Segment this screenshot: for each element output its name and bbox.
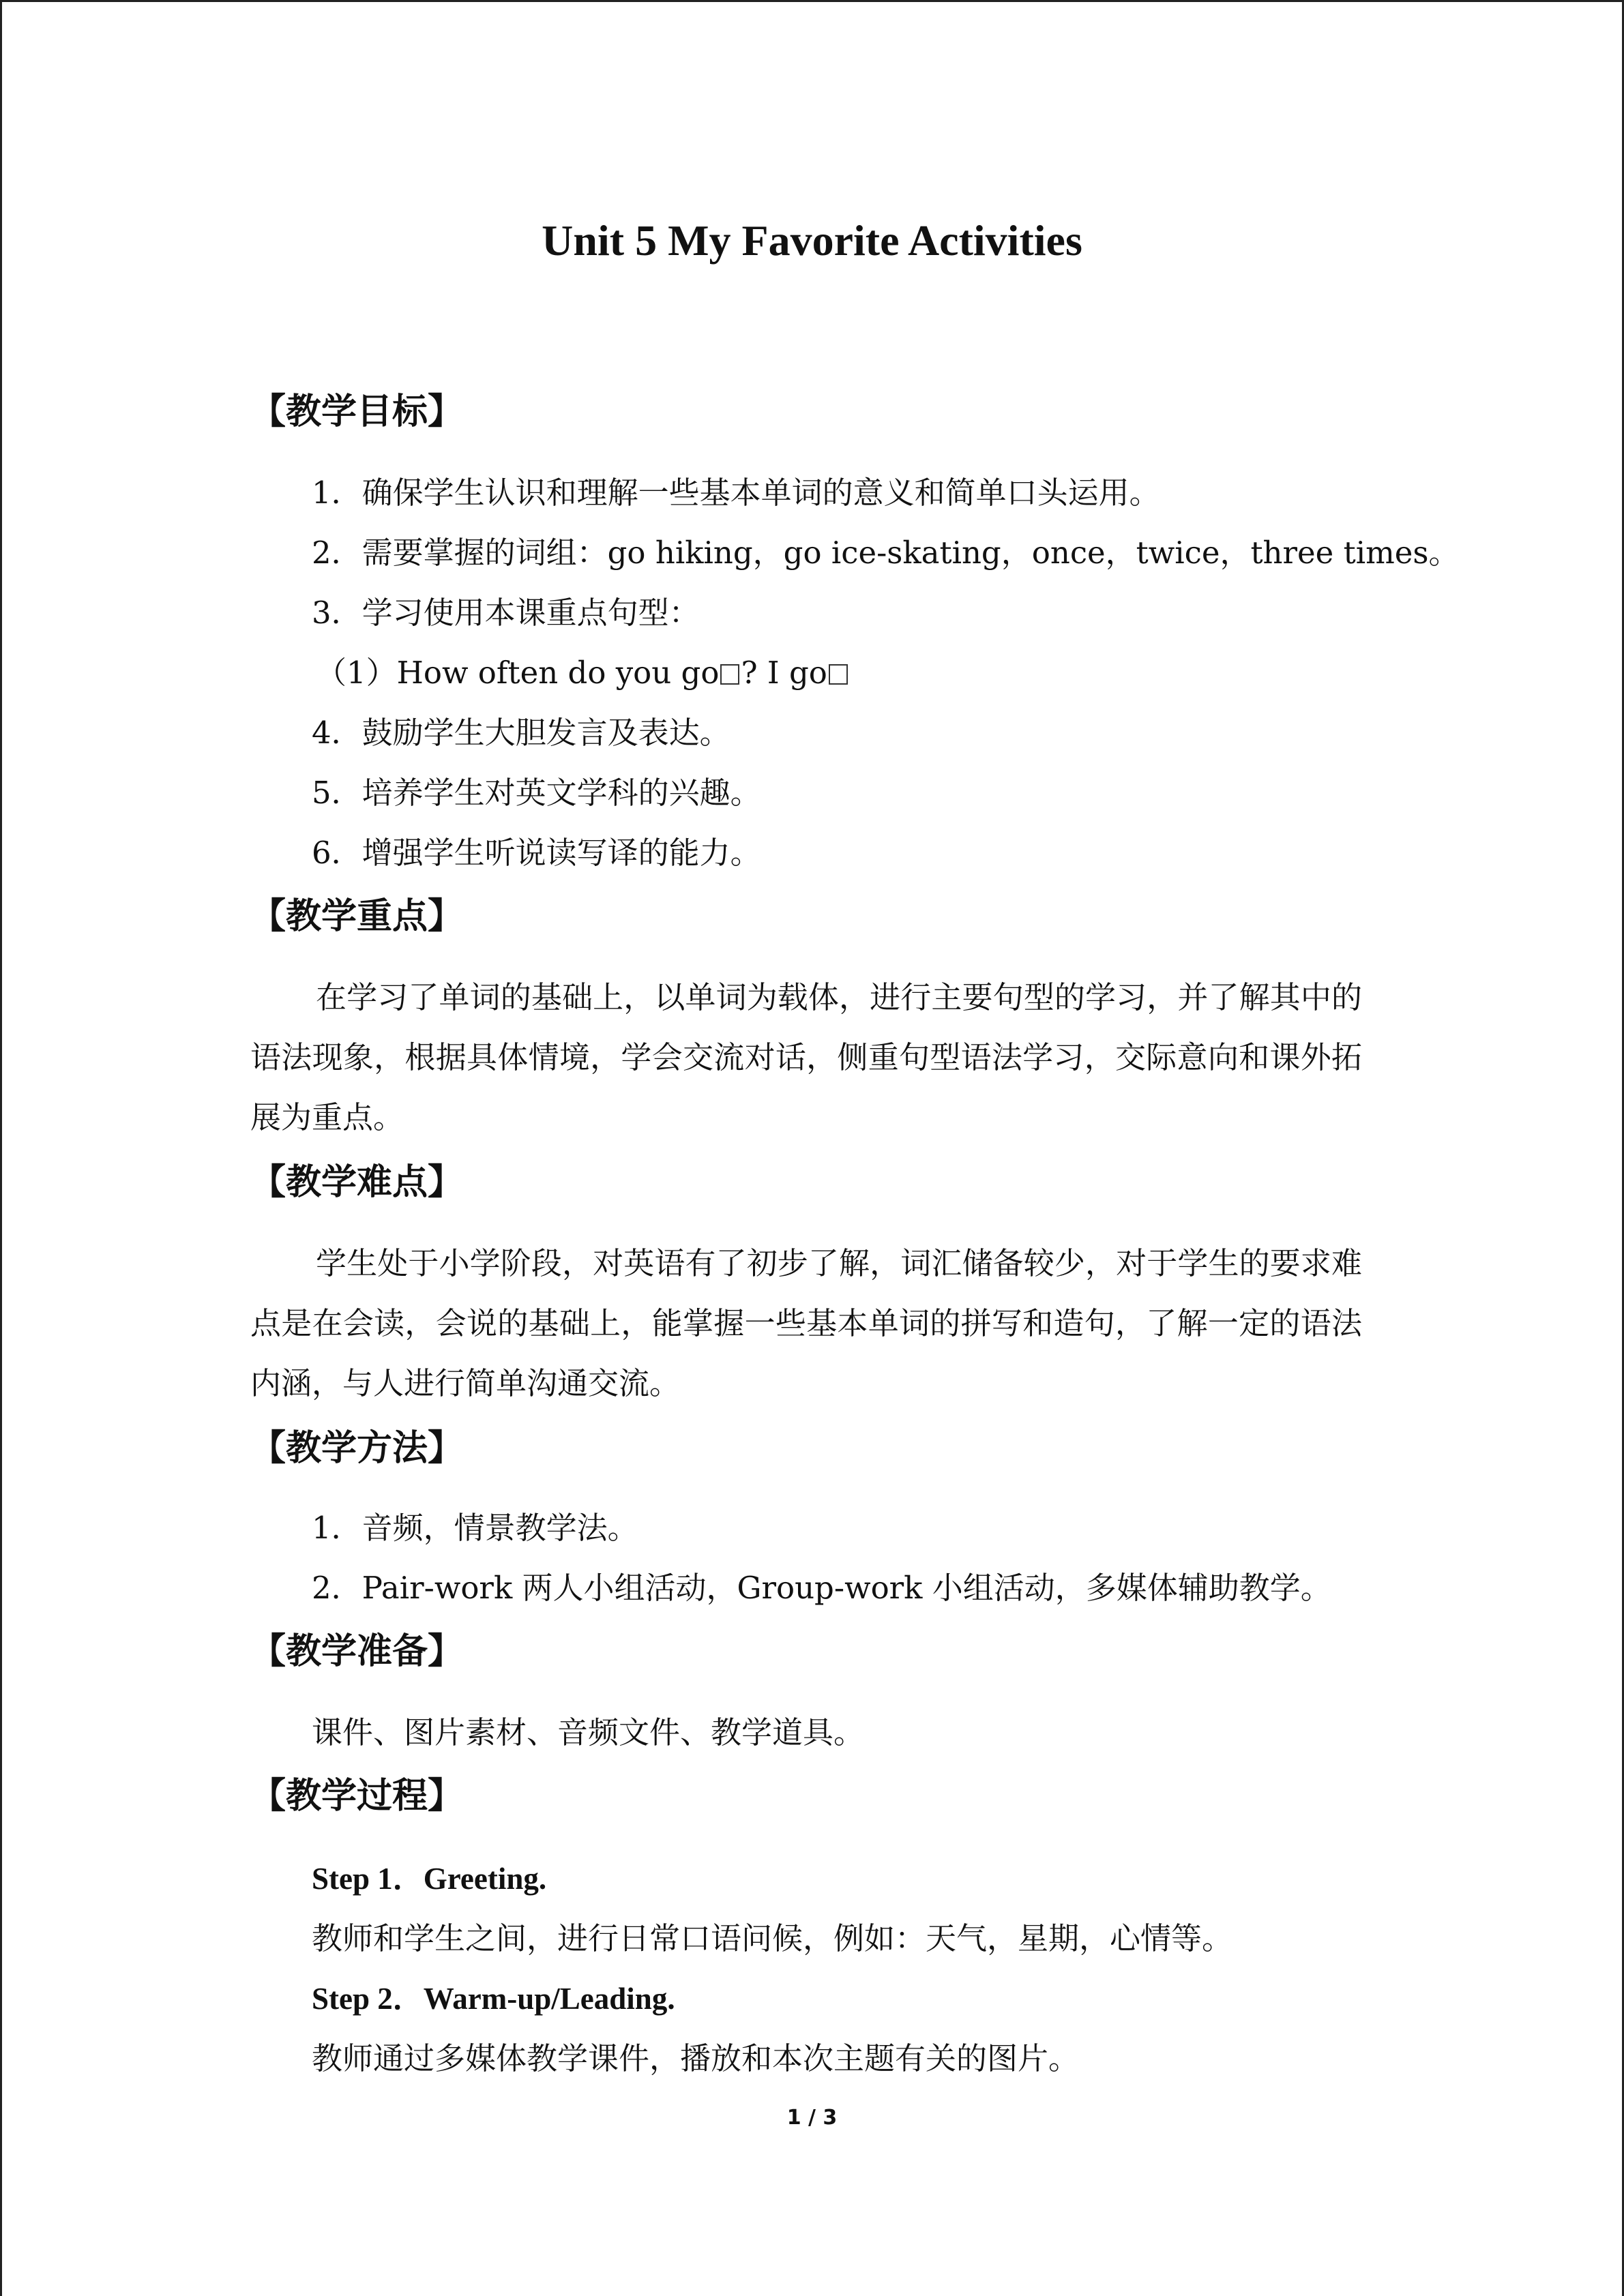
step-text: 教师通过多媒体教学课件，播放和本次主题有关的图片。: [312, 2040, 1080, 2076]
blank-box-icon: [720, 664, 739, 685]
objective-item: 5．培养学生对英文学科的兴趣。: [312, 775, 761, 811]
step-title: Step 1．Greeting.: [312, 1862, 547, 1896]
sub-item-middle: ? I go: [741, 655, 827, 691]
heading-process: 【教学过程】: [250, 1776, 464, 1817]
sub-item-prefix: （1）How often do you go: [316, 655, 720, 691]
document-title: Unit 5 My Favorite Activities: [542, 216, 1082, 265]
page-number: 1 / 3: [786, 2106, 838, 2130]
heading-key-points: 【教学重点】: [250, 896, 464, 937]
heading-objectives: 【教学目标】: [250, 391, 464, 432]
step-text: 教师和学生之间，进行日常口语问候，例如：天气，星期，心情等。: [312, 1920, 1233, 1956]
key-points-paragraph: 在学习了单词的基础上，以单词为载体，进行主要句型的学习，并了解其中的语法现象，根据具体情境，学会交流对话，侧重句型语法学习，交际意向和课外拓展为重点。: [250, 979, 1362, 1135]
objective-item: 4．鼓励学生大胆发言及表达。: [312, 715, 730, 751]
objective-sub-item: [316, 653, 849, 694]
preparation-text: 课件、图片素材、音频文件、教学道具。: [312, 1714, 865, 1750]
difficulties-paragraph: 学生处于小学阶段，对英语有了初步了解，词汇储备较少，对于学生的要求难点是在会读，会说的基础上，能掌握一些基本单词的拼写和造句，了解一定的语法内涵，与人进行简单沟通交流。: [250, 1245, 1362, 1401]
step-title: Step 2．Warm-up/Leading.: [312, 1982, 675, 2016]
objective-item: 2．需要掌握的词组：go hiking，go ice-skating，once，twice，three times。: [312, 535, 1460, 571]
objective-item: 3．学习使用本课重点句型：: [312, 595, 700, 631]
blank-box-icon: [829, 664, 848, 685]
heading-difficulties: 【教学难点】: [250, 1162, 464, 1203]
heading-methods: 【教学方法】: [250, 1428, 464, 1469]
heading-preparation: 【教学准备】: [250, 1631, 464, 1672]
objective-item: 1．确保学生认识和理解一些基本单词的意义和简单口头运用。: [312, 475, 1160, 511]
method-item: 2．Pair-work 两人小组活动，Group-work 小组活动，多媒体辅助教学。: [312, 1570, 1331, 1606]
objective-item: 6．增强学生听说读写译的能力。: [312, 835, 761, 871]
method-item: 1．音频，情景教学法。: [312, 1510, 638, 1546]
